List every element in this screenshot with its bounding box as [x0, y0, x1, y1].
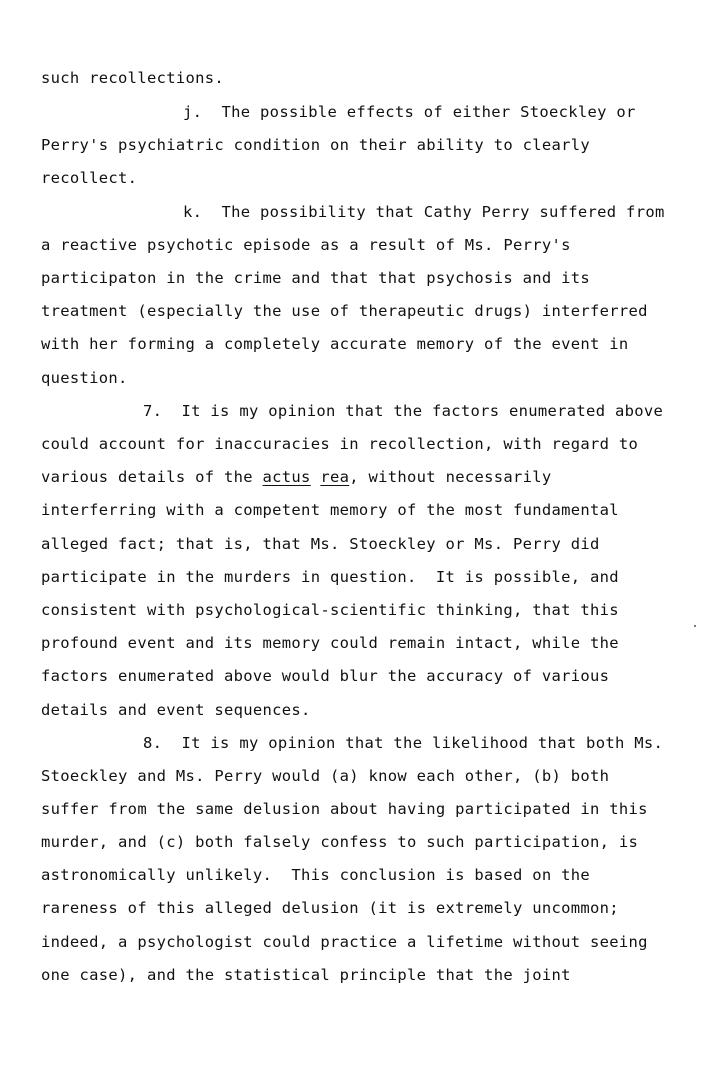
text-line: such recollections. [41, 69, 225, 87]
list-item-k: k. The possibility that Cathy Perry suffered from [183, 203, 665, 221]
text-line: interferring with a competent memory of the most fundamental [41, 501, 619, 519]
text-line: Stoeckley and Ms. Perry would (a) know each other, (b) both [41, 767, 610, 785]
text-line: question. [41, 369, 128, 387]
text-line: suffer from the same delusion about having participated in this [41, 800, 648, 818]
text-segment [311, 468, 321, 486]
text-line: a reactive psychotic episode as a result of Ms. Perry's [41, 236, 571, 254]
scan-speck [694, 625, 696, 627]
paragraph-8-start: 8. It is my opinion that the likelihood that both Ms. [143, 734, 664, 752]
text-line: recollect. [41, 169, 138, 187]
text-line: participate in the murders in question. It is possible, and [41, 568, 619, 586]
text-line: could account for inaccuracies in recollection, with regard to [41, 435, 639, 453]
text-line [41, 467, 552, 487]
underlined-term-rea: rea [320, 468, 350, 486]
text-line: murder, and (c) both falsely confess to such participation, is [41, 833, 639, 851]
text-line: participaton in the crime and that that psychosis and its [41, 269, 591, 287]
underlined-term-actus: actus [262, 468, 311, 486]
text-line: treatment (especially the use of therapeutic drugs) interferred [41, 302, 648, 320]
text-line: details and event sequences. [41, 701, 311, 719]
text-segment: , without necessarily [349, 468, 552, 486]
text-line: with her forming a completely accurate memory of the event in [41, 335, 629, 353]
text-line: indeed, a psychologist could practice a lifetime without seeing [41, 933, 648, 951]
text-segment: various details of the [41, 468, 263, 486]
list-item-j: j. The possible effects of either Stoeckley or [183, 103, 636, 121]
text-line: alleged fact; that is, that Ms. Stoeckley or Ms. Perry did [41, 535, 600, 553]
text-line: factors enumerated above would blur the accuracy of various [41, 667, 610, 685]
paragraph-7-start: 7. It is my opinion that the factors enumerated above [143, 402, 664, 420]
text-line: Perry's psychiatric condition on their ability to clearly [41, 136, 591, 154]
text-line: astronomically unlikely. This conclusion is based on the [41, 866, 591, 884]
text-line: rareness of this alleged delusion (it is extremely uncommon; [41, 899, 619, 917]
text-line: one case), and the statistical principle that the joint [41, 966, 571, 984]
text-line: profound event and its memory could remain intact, while the [41, 634, 619, 652]
text-line: consistent with psychological-scientific thinking, that this [41, 601, 619, 619]
